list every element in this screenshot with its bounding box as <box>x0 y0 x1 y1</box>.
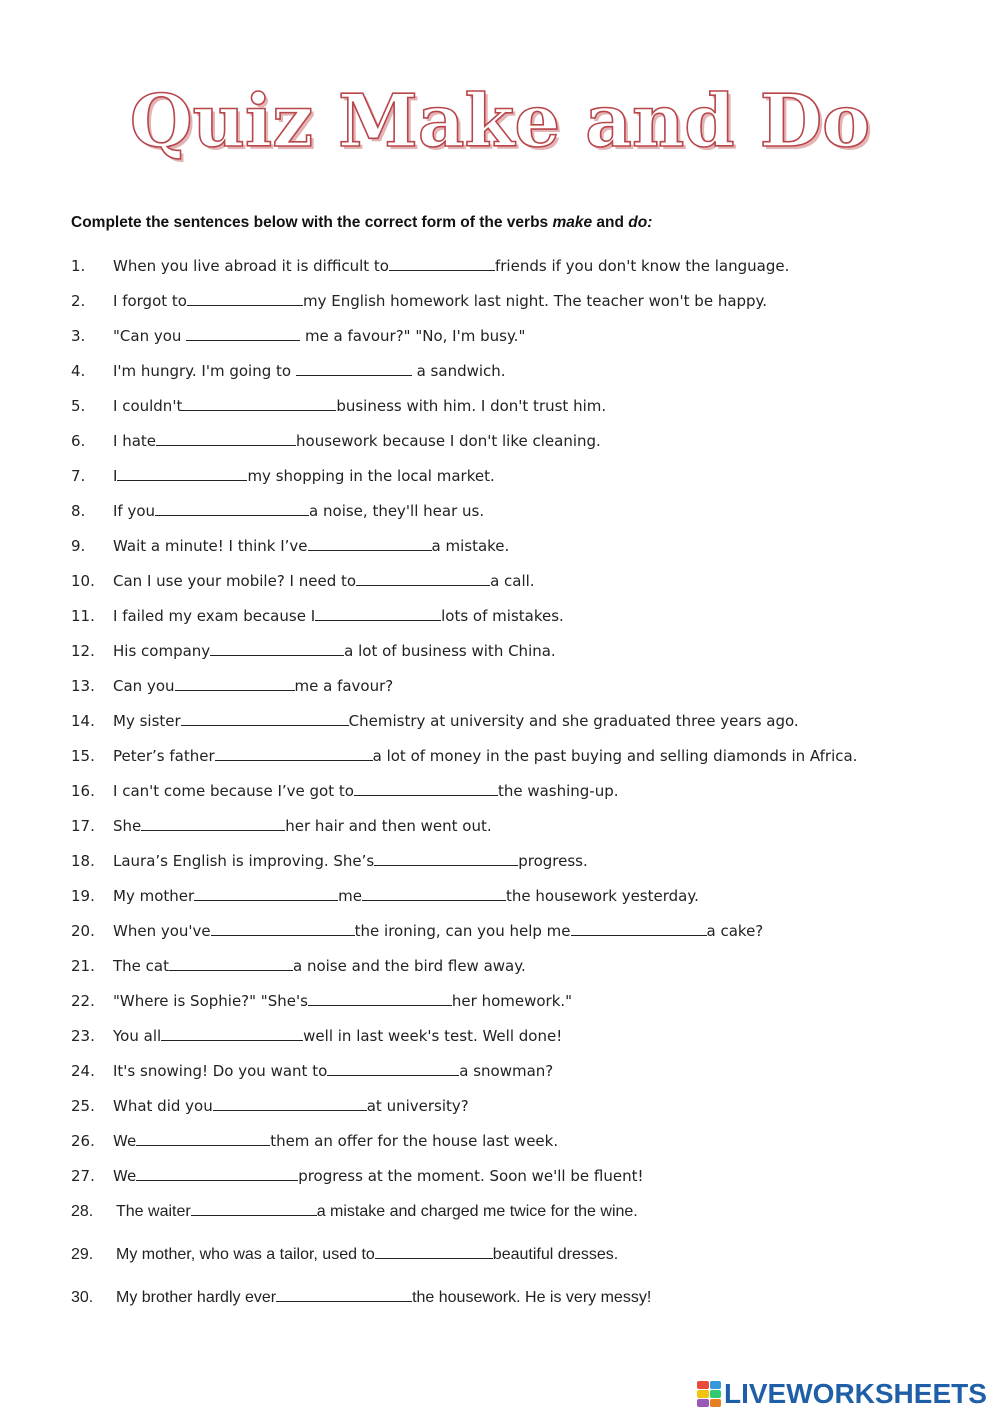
question-number: 23. <box>71 1027 95 1045</box>
question-text: I <box>113 467 118 485</box>
question-text: the housework yesterday. <box>506 887 699 905</box>
question-text: a noise, they'll hear us. <box>309 502 485 520</box>
question-text: The cat <box>113 957 169 975</box>
question-text: me a favour? <box>294 677 394 695</box>
question-number: 3. <box>71 327 86 345</box>
question-text: My mother <box>113 887 195 905</box>
answer-blank[interactable] <box>389 256 495 271</box>
answer-blank[interactable] <box>161 1026 303 1041</box>
question-text: I couldn't <box>113 397 183 415</box>
question-item <box>71 676 393 695</box>
question-text: Can you <box>113 677 175 695</box>
question-text: It's snowing! Do you want to <box>113 1062 328 1080</box>
answer-blank[interactable] <box>186 326 300 341</box>
question-number: 15. <box>71 747 95 765</box>
answer-blank[interactable] <box>194 886 338 901</box>
question-item <box>71 1244 618 1264</box>
question-item <box>71 1131 558 1150</box>
question-item <box>71 466 495 485</box>
answer-blank[interactable] <box>354 781 498 796</box>
question-text: progress at the moment. Soon we'll be fluent! <box>298 1167 644 1185</box>
question-item <box>71 641 556 660</box>
question-text: her homework." <box>451 992 573 1010</box>
question-item <box>71 501 484 520</box>
answer-blank[interactable] <box>315 606 441 621</box>
question-item <box>71 1166 643 1185</box>
question-number: 9. <box>71 537 86 555</box>
question-text: Wait a minute! I think I’ve <box>113 537 308 555</box>
answer-blank[interactable] <box>296 361 412 376</box>
answer-blank[interactable] <box>356 571 490 586</box>
question-text: my shopping in the local market. <box>247 467 495 485</box>
question-text: I failed my exam because I <box>113 607 316 625</box>
question-text: a lot of business with China. <box>344 642 556 660</box>
question-text: the washing-up. <box>497 782 619 800</box>
question-text: them an offer for the house last week. <box>270 1132 559 1150</box>
answer-blank[interactable] <box>571 921 707 936</box>
question-number: 20. <box>71 922 95 940</box>
question-text: Peter’s father <box>113 747 215 765</box>
question-text: a snowman? <box>459 1062 554 1080</box>
question-text: When you live abroad it is difficult to <box>113 257 389 275</box>
question-text: at university? <box>366 1097 469 1115</box>
question-item <box>71 746 857 765</box>
question-text: We <box>113 1167 137 1185</box>
question-text: You all <box>113 1027 162 1045</box>
question-text: I hate <box>113 432 157 450</box>
question-text: a mistake. <box>431 537 510 555</box>
question-text: a noise and the bird flew away. <box>293 957 526 975</box>
instructions <box>71 214 652 232</box>
question-text: business with him. I don't trust him. <box>336 397 607 415</box>
question-text: a call. <box>490 572 535 590</box>
question-text: a cake? <box>706 922 764 940</box>
question-text: The waiter <box>116 1203 191 1220</box>
answer-blank[interactable] <box>156 431 296 446</box>
answer-blank[interactable] <box>117 466 247 481</box>
question-number: 19. <box>71 887 95 905</box>
question-number: 14. <box>71 712 95 730</box>
question-text: me <box>338 887 363 905</box>
question-number: 11. <box>71 607 95 625</box>
answer-blank[interactable] <box>155 501 309 516</box>
answer-blank[interactable] <box>181 711 349 726</box>
question-text: If you <box>113 502 156 520</box>
answer-blank[interactable] <box>276 1287 412 1302</box>
question-text: I forgot to <box>113 292 187 310</box>
question-number: 27. <box>71 1167 95 1185</box>
question-number: 24. <box>71 1062 95 1080</box>
answer-blank[interactable] <box>211 921 355 936</box>
question-item <box>71 781 619 800</box>
question-text: the housework. He is very messy! <box>412 1289 652 1306</box>
answer-blank[interactable] <box>136 1131 270 1146</box>
question-number: 22. <box>71 992 95 1010</box>
question-number: 5. <box>71 397 86 415</box>
question-item <box>71 921 763 940</box>
question-number: 2. <box>71 292 86 310</box>
question-number: 18. <box>71 852 95 870</box>
question-number: 13. <box>71 677 95 695</box>
question-text: a lot of money in the past buying and selling diamonds in Africa. <box>372 747 858 765</box>
question-number: 21. <box>71 957 95 975</box>
question-number: 25. <box>71 1097 95 1115</box>
question-text: a sandwich. <box>411 362 506 380</box>
question-number: 16. <box>71 782 95 800</box>
question-text: me a favour?" "No, I'm busy." <box>300 327 526 345</box>
answer-blank[interactable] <box>210 641 344 656</box>
question-item <box>71 431 601 450</box>
answer-blank[interactable] <box>175 676 295 691</box>
question-item <box>71 851 588 870</box>
question-item <box>71 326 525 345</box>
question-text: I can't come because I’ve got to <box>113 782 354 800</box>
question-text: Laura’s English is improving. She’s <box>113 852 375 870</box>
question-text: a mistake and charged me twice for the wine. <box>316 1203 638 1220</box>
question-number: 7. <box>71 467 86 485</box>
question-number: 12. <box>71 642 95 660</box>
question-item <box>71 606 564 625</box>
question-text: "Where is Sophie?" "She's <box>113 992 308 1010</box>
question-text: Can I use your mobile? I need to <box>113 572 357 590</box>
question-text: What did you <box>113 1097 213 1115</box>
question-number: 17. <box>71 817 95 835</box>
instructions-verb-make: make <box>552 214 593 231</box>
answer-blank[interactable] <box>327 1061 459 1076</box>
answer-blank[interactable] <box>308 991 452 1006</box>
question-text: the ironing, can you help me <box>354 922 571 940</box>
answer-blank[interactable] <box>375 1244 493 1259</box>
question-text: Chemistry at university and she graduated three years ago. <box>348 712 799 730</box>
question-number: 8. <box>71 502 86 520</box>
instructions-middle: and <box>592 214 629 231</box>
question-item <box>71 291 767 310</box>
question-text: I'm hungry. I'm going to <box>113 362 296 380</box>
question-number: 1. <box>71 257 86 275</box>
question-item <box>71 396 606 415</box>
logo-text: LIVEWORKSHEETS <box>724 1378 987 1409</box>
question-text: her hair and then went out. <box>285 817 492 835</box>
question-item <box>71 886 699 905</box>
answer-blank[interactable] <box>213 1096 367 1111</box>
question-text: His company <box>113 642 211 660</box>
question-item <box>71 991 572 1010</box>
answer-blank[interactable] <box>374 851 518 866</box>
answer-blank[interactable] <box>308 536 432 551</box>
question-number: 4. <box>71 362 86 380</box>
answer-blank[interactable] <box>187 291 303 306</box>
answer-blank[interactable] <box>362 886 506 901</box>
question-text: beautiful dresses. <box>492 1246 619 1263</box>
answer-blank[interactable] <box>191 1201 317 1216</box>
question-item <box>71 1061 553 1080</box>
question-item <box>71 1287 651 1307</box>
question-item <box>71 256 789 275</box>
question-text: My mother, who was a tailor, used to <box>116 1246 375 1263</box>
question-text: progress. <box>518 852 588 870</box>
question-item <box>71 956 526 975</box>
answer-blank[interactable] <box>182 396 336 411</box>
page-title: Quiz Make and Do <box>129 78 871 163</box>
question-text: "Can you <box>113 327 187 345</box>
answer-blank[interactable] <box>215 746 373 761</box>
question-item <box>71 1026 562 1045</box>
question-number: 26. <box>71 1132 95 1150</box>
liveworksheets-logo <box>697 1378 987 1410</box>
answer-blank[interactable] <box>141 816 285 831</box>
question-text: She <box>113 817 142 835</box>
question-number: 30. <box>71 1289 94 1306</box>
question-item <box>71 1096 469 1115</box>
instructions-verb-do: do: <box>628 214 653 231</box>
instructions-prefix: Complete the sentences below with the correct form of the verbs <box>71 214 553 231</box>
answer-blank[interactable] <box>169 956 293 971</box>
question-item <box>71 536 509 555</box>
question-text: When you've <box>113 922 211 940</box>
question-item <box>71 571 535 590</box>
question-text: We <box>113 1132 137 1150</box>
question-item <box>71 816 492 835</box>
question-text: My brother hardly ever <box>116 1289 277 1306</box>
liveworksheets-logo-icon <box>697 1381 721 1407</box>
question-number: 28. <box>71 1203 94 1220</box>
question-number: 6. <box>71 432 86 450</box>
question-text: my English homework last night. The teacher won't be happy. <box>302 292 768 310</box>
question-text: housework because I don't like cleaning. <box>296 432 601 450</box>
question-text: friends if you don't know the language. <box>494 257 790 275</box>
question-text: well in last week's test. Well done! <box>303 1027 563 1045</box>
question-item <box>71 361 506 380</box>
question-text: My sister <box>113 712 181 730</box>
answer-blank[interactable] <box>136 1166 298 1181</box>
question-item <box>71 711 799 730</box>
question-number: 10. <box>71 572 95 590</box>
question-text: lots of mistakes. <box>441 607 564 625</box>
question-number: 29. <box>71 1246 94 1263</box>
question-item <box>71 1201 638 1221</box>
